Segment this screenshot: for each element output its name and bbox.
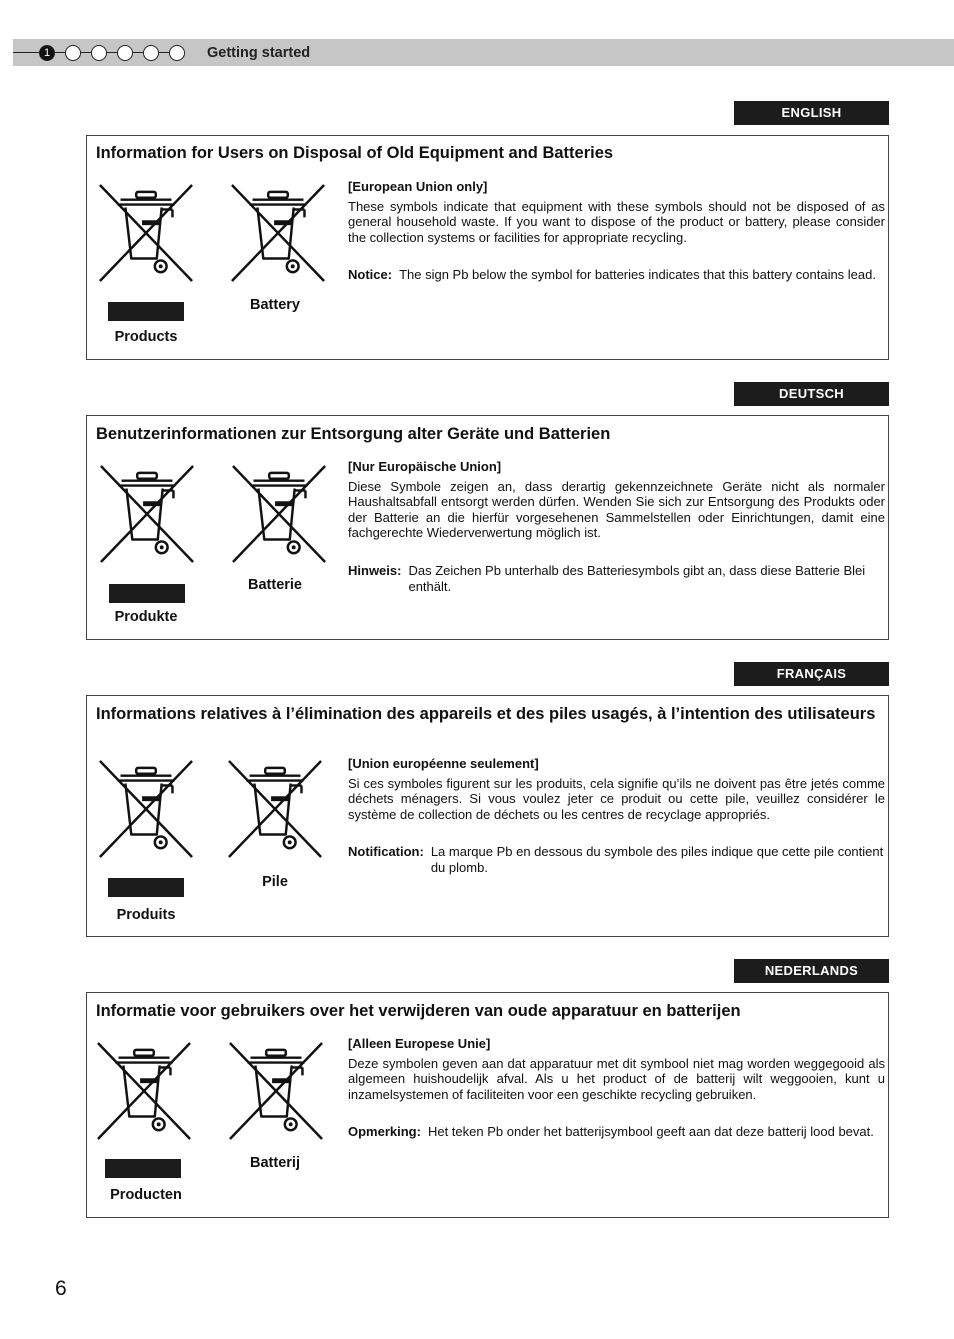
crossed-bin-product-icon bbox=[98, 462, 196, 566]
eu-heading: [Nur Europäische Union] bbox=[348, 459, 502, 474]
step-5-dot bbox=[143, 45, 159, 61]
disposal-paragraph: These symbols indicate that equipment with these symbols should not be disposed of as general household waste. If you want to dispose of the product or battery, please consider the collection systems or facilities for appropriate recycling. bbox=[348, 198, 885, 245]
product-symbol-bar bbox=[105, 1159, 181, 1178]
notice bbox=[348, 267, 885, 283]
battery-label: Pile bbox=[262, 874, 288, 890]
disposal-text bbox=[348, 1036, 885, 1140]
notice-text: The sign Pb below the symbol for batteries indicates that this battery contains lead. bbox=[399, 267, 876, 283]
panel-title: Information for Users on Disposal of Old Equipment and Batteries bbox=[96, 144, 614, 162]
language-tag-deutsch: DEUTSCH bbox=[734, 382, 889, 406]
disposal-panel-nederlands bbox=[86, 992, 889, 1218]
crossed-bin-battery-icon bbox=[227, 1039, 325, 1143]
notice-text: Das Zeichen Pb unterhalb des Batteriesymbols gibt an, dass diese Batterie Blei enthält. bbox=[408, 562, 866, 594]
step-1-dot: 1 bbox=[39, 45, 55, 61]
product-symbol-bar bbox=[108, 302, 184, 321]
header-line bbox=[13, 52, 39, 53]
panel-title: Benutzerinformationen zur Entsorgung alter Geräte und Batterien bbox=[96, 425, 611, 443]
eu-heading: [Union européenne seulement] bbox=[348, 756, 539, 771]
battery-label: Batterij bbox=[250, 1155, 300, 1171]
panel-title: Informatie voor gebruikers over het verwijderen van oude apparatuur en batterijen bbox=[96, 1002, 741, 1020]
battery-label: Battery bbox=[250, 297, 300, 313]
disposal-text bbox=[348, 179, 885, 283]
eu-heading: [Alleen Europese Unie] bbox=[348, 1036, 491, 1051]
page-number: 6 bbox=[55, 1277, 67, 1300]
notice bbox=[348, 1124, 885, 1140]
disposal-paragraph: Deze symbolen geven aan dat apparatuur met dit symbool niet mag worden weggegooid als algemeen huishoudelijk afval. Als u het product of de batterij wilt weggooien, kunt u inzamelsystemen of faciliteiten voor een geschikte recycling gebruiken. bbox=[348, 1055, 885, 1102]
step-6-dot bbox=[169, 45, 185, 61]
products-label: Produits bbox=[116, 907, 176, 923]
crossed-bin-battery-icon bbox=[229, 181, 327, 285]
products-label: Producten bbox=[110, 1187, 182, 1203]
battery-label: Batterie bbox=[248, 577, 302, 593]
notice-text: Het teken Pb onder het batterijsymbool geeft aan dat deze batterij lood bevat. bbox=[427, 1124, 874, 1140]
crossed-bin-product-icon bbox=[97, 181, 195, 285]
crossed-bin-product-icon bbox=[95, 1039, 193, 1143]
header-title: Getting started bbox=[207, 45, 311, 61]
crossed-bin-battery-icon bbox=[230, 462, 328, 566]
products-label: Products bbox=[114, 329, 178, 345]
panel-title: Informations relatives à l’élimination des appareils et des piles usagés, à l’intention des utilisateurs bbox=[96, 705, 876, 723]
notice-label: Hinweis: bbox=[348, 562, 402, 578]
crossed-bin-battery-icon bbox=[226, 757, 324, 861]
disposal-panel-francais bbox=[86, 695, 889, 937]
language-tag-nederlands: NEDERLANDS bbox=[734, 959, 889, 983]
disposal-panel-deutsch bbox=[86, 415, 889, 640]
notice-label: Notification: bbox=[348, 844, 424, 860]
product-symbol-bar bbox=[109, 584, 185, 603]
notice-label: Notice: bbox=[348, 267, 393, 283]
disposal-paragraph: Diese Symbole zeigen an, dass derartig gekennzeichnete Geräte nicht als normaler Haushaltsabfall entsorgt werden dürfen. Wenden Sie sich zur Entsorgung des Produkts oder der Batterie an die hierfür vorgesehenen Sammelstellen oder Einrichtungen, damit eine fachgerechte Wiederverwertung möglich ist. bbox=[348, 478, 885, 541]
disposal-text bbox=[348, 756, 885, 876]
notice bbox=[348, 563, 885, 594]
language-tag-english: ENGLISH bbox=[734, 101, 889, 125]
notice bbox=[348, 844, 885, 875]
step-2-dot bbox=[65, 45, 81, 61]
eu-heading: [European Union only] bbox=[348, 179, 488, 194]
notice-text: La marque Pb en dessous du symbole des piles indique que cette pile contient du plomb. bbox=[430, 844, 884, 875]
step-3-dot bbox=[91, 45, 107, 61]
products-label: Produkte bbox=[114, 609, 178, 625]
notice-label: Opmerking: bbox=[348, 1124, 421, 1140]
disposal-paragraph: Si ces symboles figurent sur les produits, cela signifie qu’ils ne doivent pas être jetés comme déchets ménagers. Si vous voulez jeter ce produit ou cette pile, veuillez considérer le système de collection de déchets ou les centres de recyclage appropriés. bbox=[348, 775, 885, 822]
step-indicator bbox=[39, 43, 185, 62]
language-tag-francais: FRANÇAIS bbox=[734, 662, 889, 686]
step-4-dot bbox=[117, 45, 133, 61]
crossed-bin-product-icon bbox=[97, 757, 195, 861]
disposal-text bbox=[348, 459, 885, 594]
disposal-panel-english bbox=[86, 135, 889, 360]
product-symbol-bar bbox=[108, 878, 184, 897]
